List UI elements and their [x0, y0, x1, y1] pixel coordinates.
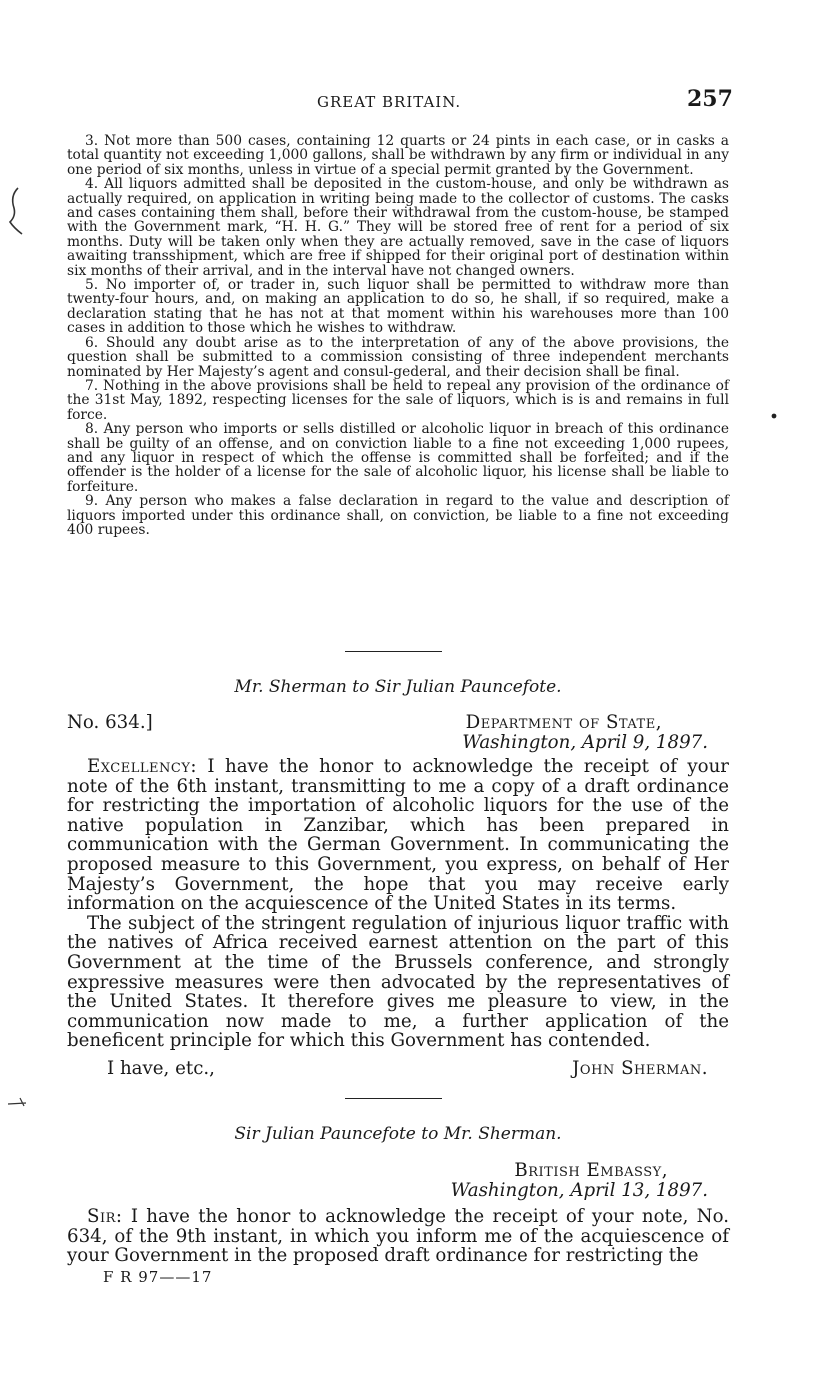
- running-title: GREAT BRITAIN.: [317, 93, 462, 111]
- letter1-place-date: Washington, April 9, 1897.: [462, 732, 708, 753]
- clause-3: 3. Not more than 500 cases, containing 12 quarts or 24 pints in each case, or in casks a total quantity not exceeding 1,000 gallons, shall be withdrawn by any firm or individual in any one period of six months, unless in virtue of a special permit granted by the Government.: [67, 133, 729, 178]
- ordinance-clauses: [67, 134, 729, 537]
- letter2-place-date: Washington, April 13, 1897.: [450, 1180, 708, 1201]
- clause-9: 9. Any person who makes a false declaration in regard to the value and description of liquors imported under this ordinance shall, on conviction, be liable to a fine not exceeding 400 rupees.: [67, 493, 729, 538]
- letter1-number: No. 634.]: [67, 712, 153, 733]
- clause-7: 7. Nothing in the above provisions shall be held to repeal any provision of the ordinance of the 31st May, 1892, respecting licenses for the sale of liquors, which is is and remains in full force.: [67, 377, 729, 423]
- letter1-heading: Mr. Sherman to Sir Julian Pauncefote.: [234, 677, 562, 697]
- letter1-salutation: Excellency:: [87, 756, 198, 777]
- letter1-paragraph-2: The subject of the stringent regulation of injurious liquor traffic with the natives of Africa received earnest attention on the part of this Government at the time of the Brussels conference, and strongly expressive measures were then advocated by the representatives of the United States. It therefore gives me pleasure to view, in the communication now made to me, a further application of the beneficent principle for which this Government has contended.: [67, 912, 729, 1052]
- letter2-body: [67, 1207, 729, 1266]
- letter1-paragraph-1: Excellency: I have the honor to acknowledge the receipt of your note of the 6th instant, transmitting to me a copy of a draft ordinance for restricting the importation of alcoholic liquors for the use of the native population in Zanzibar, which has been prepared in communication with the German Government. In communicating the proposed measure to this Government, you express, on behalf of Her Majesty’s Government, the hope that you may receive early information on the acquiescence of the United States in its terms.: [67, 756, 729, 915]
- signature-mark: F R 97——17: [103, 1268, 213, 1286]
- letter1-signature: John Sherman.: [572, 1058, 708, 1079]
- margin-bracket-mark: [4, 186, 24, 236]
- margin-dot-mark: [770, 412, 778, 420]
- page-number: 257: [687, 86, 733, 112]
- section-divider: [345, 651, 442, 652]
- letter1-closing: I have, etc.,: [107, 1058, 215, 1079]
- clause-4: 4. All liquors admitted shall be deposited in the custom-house, and only be withdrawn as actually required, on application in writing being made to the collector of customs. The casks and cases containing them shall, before their withdrawal from the custom-house, be stamped with the Government mark, “H. H. G.” They will be stored free of rent for a period of six months. Duty will be taken only when they are actually removed, save in the case of liquors awaiting transshipment, which are free if shipped for their original port of destination within six months of their arrival, and in the interval have not changed owners.: [67, 176, 729, 279]
- letter2-salutation: Sir:: [87, 1206, 123, 1227]
- clause-8: 8. Any person who imports or sells distilled or alcoholic liquor in breach of this ordinance shall be guilty of an offense, and on conviction liable to a fine not exceeding 1,000 rupees, and any liquor in respect of which the offense is committed shall be forfeited; and if the offender is the holder of a license for the sale of alcoholic liquor, his license shall be liable to forfeiture.: [67, 421, 729, 495]
- letter2-heading: Sir Julian Pauncefote to Mr. Sherman.: [234, 1124, 562, 1144]
- letter2-paragraph-1: Sir: I have the honor to acknowledge the receipt of your note, No. 634, of the 9th instant, in which you inform me of the acquiescence of your Government in the proposed draft ordinance for restricting the: [67, 1206, 729, 1267]
- margin-dash-mark: [6, 1092, 30, 1112]
- letter1-office: Department of State,: [465, 712, 662, 733]
- clause-5: 5. No importer of, or trader in, such liquor shall be permitted to withdraw more than twenty-four hours, and, on making an application to do so, he shall, if so required, make a declaration stating that he has not at that moment within his warehouses more than 100 cases in addition to those which he wishes to withdraw.: [67, 277, 729, 337]
- letter1-body: [67, 757, 729, 1051]
- letter2-office: British Embassy,: [514, 1160, 668, 1181]
- clause-6: 6. Should any doubt arise as to the interpretation of any of the above provisions, the question shall be submitted to a commission consisting of three independent merchants nominated by Her Majesty’s agent and consul-gederal, and their decision shall be final.: [67, 334, 729, 380]
- section-divider: [345, 1098, 442, 1099]
